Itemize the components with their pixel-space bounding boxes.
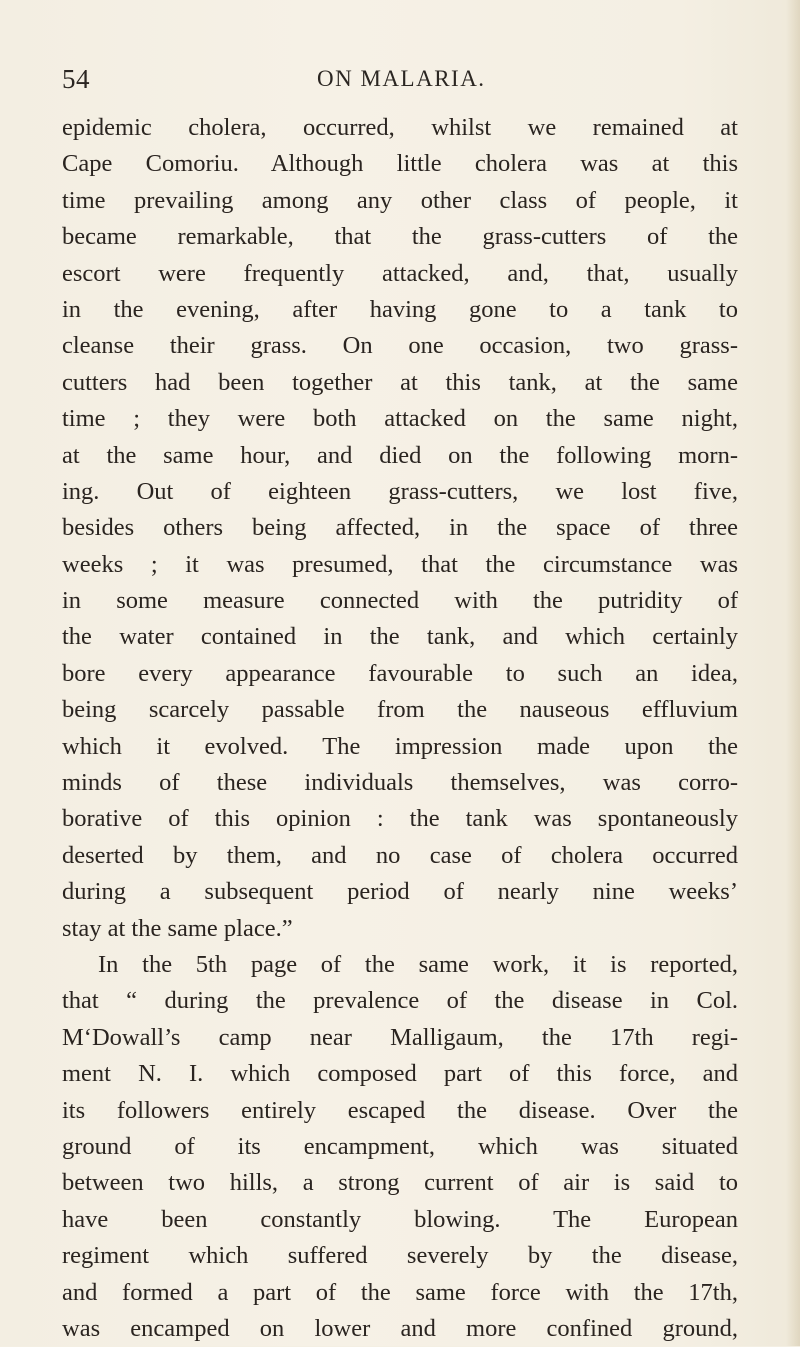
page-number: 54 [62, 64, 90, 94]
text-line: in some measure connected with the putridity of [62, 587, 738, 615]
running-title: ON MALARIA. [317, 66, 486, 91]
text-line: time ; they were both attacked on the same night, [62, 405, 738, 433]
running-head [62, 60, 738, 100]
text-line: weeks ; it was presumed, that the circumstance was [62, 550, 738, 578]
text-line: ground of its encampment, which was situated [62, 1132, 738, 1160]
text-line: at the same hour, and died on the following morn- [62, 441, 738, 469]
text-line: time prevailing among any other class of people, it [62, 186, 738, 214]
text-line: during a subsequent period of nearly nine weeks’ [62, 878, 738, 906]
text-line: became remarkable, that the grass-cutters of the [62, 223, 738, 251]
text-line: ing. Out of eighteen grass-cutters, we lost five, [62, 477, 738, 505]
text-line: borative of this opinion : the tank was spontaneously [62, 805, 738, 833]
text-line: deserted by them, and no case of cholera occurred [62, 841, 738, 869]
text-line: its followers entirely escaped the disease. Over the [62, 1096, 738, 1124]
text-line: cleanse their grass. On one occasion, two grass- [62, 332, 738, 360]
paragraph-first-line: In the 5th page of the same work, it is reported, [98, 950, 738, 978]
text-line: being scarcely passable from the nauseous effluvium [62, 696, 738, 724]
text-line: between two hills, a strong current of air is said to [62, 1169, 738, 1197]
paragraph-end-line: stay at the same place.” [62, 914, 293, 942]
text-line: regiment which suffered severely by the disease, [62, 1242, 738, 1270]
text-line: M‘Dowall’s camp near Malligaum, the 17th regi- [62, 1023, 738, 1051]
text-line: the water contained in the tank, and which certainly [62, 623, 738, 651]
text-line: Cape Comoriu. Although little cholera was at this [62, 150, 738, 178]
text-line: that “ during the prevalence of the disease in Col. [62, 987, 738, 1015]
text-line: cutters had been together at this tank, at the same [62, 368, 738, 396]
text-line: which it evolved. The impression made upon the [62, 732, 738, 760]
text-line: ment N. I. which composed part of this force, and [62, 1060, 738, 1088]
body-text [62, 110, 738, 1347]
text-line: escort were frequently attacked, and, that, usually [62, 259, 738, 287]
text-line: bore every appearance favourable to such an idea, [62, 659, 738, 687]
page-edge-shadow [786, 0, 800, 1346]
text-line: in the evening, after having gone to a tank to [62, 295, 738, 323]
text-line: besides others being affected, in the space of three [62, 514, 738, 542]
text-line: and formed a part of the same force with the 17th, [62, 1278, 738, 1306]
text-line: have been constantly blowing. The European [62, 1205, 738, 1233]
text-line: epidemic cholera, occurred, whilst we remained at [62, 114, 738, 141]
text-line: was encamped on lower and more confined ground, [62, 1314, 738, 1342]
text-line: minds of these individuals themselves, was corro- [62, 769, 738, 797]
